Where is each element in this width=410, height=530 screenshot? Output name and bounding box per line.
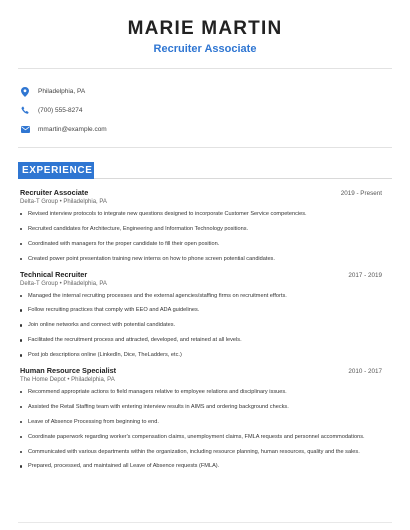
job-dates: 2010 - 2017 <box>348 368 382 376</box>
header-divider <box>18 68 392 69</box>
job-company: The Home Depot • Philadelphia, PA <box>20 377 115 384</box>
job-company: Delta-T Group • Philadelphia, PA <box>20 280 107 287</box>
job-bullet: Post job descriptions online (LinkedIn, Dice, TheLadders, etc.) <box>20 351 382 359</box>
section-underline <box>94 178 392 179</box>
phone-icon <box>20 106 30 116</box>
job-bullet: Coordinated with managers for the proper candidate to fill their open position. <box>20 240 382 248</box>
job-bullet: Join online networks and connect with potential candidates. <box>20 321 382 329</box>
resume-header <box>0 0 410 55</box>
job-company: Delta-T Group • Philadelphia, PA <box>20 199 107 205</box>
job-bullet: Prepared, processed, and maintained all Leave of Absence requests (FMLA). <box>20 462 382 470</box>
job-bullet: Communicated with various departments within the organization, including resource planning, human resources, quality and the sales. <box>20 448 382 456</box>
job-bullet: Facilitated the recruitment process and attracted, developed, and retained at all levels. <box>20 336 382 344</box>
job-entry <box>20 366 382 470</box>
job-entry <box>20 270 382 360</box>
experience-section-title: EXPERIENCE <box>18 162 94 179</box>
contact-list <box>20 82 107 139</box>
candidate-title: Recruiter Associate <box>153 43 257 55</box>
job-dates: 2017 - 2019 <box>348 271 382 279</box>
job-bullet: Recommend appropriate actions to field managers relative to employee relations and disciplinary issues. <box>20 388 382 396</box>
job-bullets <box>20 292 382 360</box>
job-title: Technical Recruiter <box>20 269 88 279</box>
job-bullets <box>20 388 382 470</box>
job-bullet: Coordinate paperwork regarding worker's compensation claims, unemployment claims, FMLA requests and personnel accommodations. <box>20 433 382 441</box>
candidate-name: MARIE MARTIN <box>127 18 283 39</box>
job-title: Human Resource Specialist <box>20 366 117 376</box>
contact-location <box>20 82 107 101</box>
job-entry <box>20 188 382 263</box>
email-text: mmartin@example.com <box>38 126 107 133</box>
job-title: Recruiter Associate <box>20 188 89 197</box>
phone-text: (700) 555-8274 <box>38 107 83 114</box>
job-bullet: Recruited candidates for Architecture, Engineering and Information Technology positions. <box>20 225 382 233</box>
footer-divider <box>18 522 392 523</box>
job-bullet: Managed the internal recruiting processes and the external agencies/staffing firms on recruitment efforts. <box>20 292 382 300</box>
contact-phone <box>20 101 107 120</box>
job-bullet: Revised interview protocols to integrate new questions designed to incorporate Customer Service competencies. <box>20 210 382 218</box>
job-bullet: Follow recruiting practices that comply with EEO and ADA guidelines. <box>20 306 382 314</box>
experience-list <box>20 188 382 477</box>
job-bullet: Created power point presentation training new interns on how to phone screen potential candidates. <box>20 255 382 263</box>
contact-divider <box>18 147 392 148</box>
job-bullet: Leave of Absence Processing from beginning to end. <box>20 418 382 426</box>
job-bullets <box>20 210 382 263</box>
map-pin-icon <box>20 87 30 97</box>
contact-email <box>20 120 107 139</box>
job-dates: 2019 - Present <box>340 190 382 197</box>
job-bullet: Assisted the Retail Staffing team with entering interview results in AIMS and ordering background checks. <box>20 403 382 411</box>
location-text: Philadelphia, PA <box>38 88 86 95</box>
email-icon <box>20 125 30 135</box>
